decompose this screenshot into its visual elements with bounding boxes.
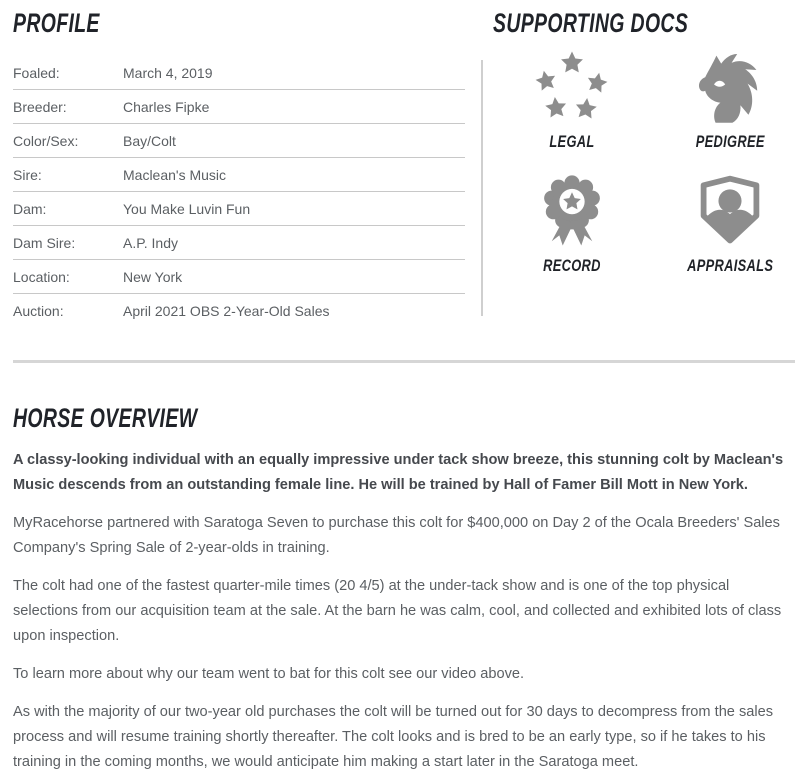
section-divider <box>13 360 795 363</box>
overview-body <box>13 448 795 775</box>
row-value: Charles Fipke <box>123 98 210 115</box>
overview-paragraph: As with the majority of our two-year old purchases the colt will be turned out for 30 days to decompress from the sales process and will resume training shortly thereafter. The colt looks and is bred to be an early type, so if he takes to his training in the coming months, we would anticipate him making a start later in the Saratoga meet. <box>13 704 774 770</box>
table-row-foaled <box>13 56 465 90</box>
table-row-dam <box>13 192 465 226</box>
doc-label-appraisals: APPRAISALS <box>686 257 774 275</box>
doc-item-legal[interactable] <box>493 49 651 151</box>
row-value: A.P. Indy <box>123 234 179 251</box>
table-row-color-sex <box>13 124 465 158</box>
horse-overview-section <box>13 405 795 775</box>
row-label: Foaled: <box>13 64 60 81</box>
five-stars-icon <box>493 49 651 123</box>
person-shield-icon <box>651 173 808 247</box>
doc-label-legal: LEGAL <box>549 133 595 151</box>
award-rosette-icon <box>493 173 651 247</box>
top-section <box>13 10 795 328</box>
doc-item-record[interactable] <box>493 173 651 275</box>
supporting-docs-grid <box>493 49 808 275</box>
horse-overview-title: HORSE OVERVIEW <box>13 403 198 433</box>
horse-head-icon <box>651 49 808 123</box>
supporting-docs-title: SUPPORTING DOCS <box>493 8 689 38</box>
row-label: Breeder: <box>13 98 67 115</box>
row-value: Bay/Colt <box>123 132 176 149</box>
profile-title: PROFILE <box>13 8 100 38</box>
table-row-breeder <box>13 90 465 124</box>
row-value: New York <box>123 268 183 285</box>
row-value: You Make Luvin Fun <box>123 200 251 217</box>
doc-label-record: RECORD <box>543 257 601 275</box>
overview-paragraph: MyRacehorse partnered with Saratoga Seven to purchase this colt for $400,000 on Day 2 of the Ocala Breeders' Sales Company's Spring Sale of 2-year-olds in training. <box>13 515 780 556</box>
row-label: Auction: <box>13 303 64 319</box>
profile-table <box>13 56 465 328</box>
table-row-location <box>13 260 465 294</box>
doc-label-pedigree: PEDIGREE <box>695 133 765 151</box>
profile-section <box>13 10 465 328</box>
row-label: Sire: <box>13 166 42 183</box>
supporting-docs-section <box>483 10 808 275</box>
overview-lead-paragraph: A classy-looking individual with an equally impressive under tack show breeze, this stunning colt by Maclean's Music descends from an outstanding female line. He will be trained by Hall of Famer Bill Mott in New York. <box>13 452 784 493</box>
row-label: Dam Sire: <box>13 234 76 251</box>
row-label: Dam: <box>13 200 47 217</box>
doc-item-appraisals[interactable] <box>651 173 808 275</box>
row-label: Color/Sex: <box>13 132 79 149</box>
row-value: April 2021 OBS 2-Year-Old Sales <box>123 303 330 319</box>
row-value: March 4, 2019 <box>123 64 213 81</box>
row-value: Maclean's Music <box>123 166 227 183</box>
overview-paragraph: The colt had one of the fastest quarter-mile times (20 4/5) at the under-tack show and is one of the top physical selections from our acquisition team at the sale. At the barn he was calm, cool, and collected and exhibited lots of class upon inspection. <box>13 578 782 644</box>
table-row-dam-sire <box>13 226 465 260</box>
doc-item-pedigree[interactable] <box>651 49 808 151</box>
overview-paragraph: To learn more about why our team went to bat for this colt see our video above. <box>13 666 525 682</box>
table-row-auction <box>13 294 465 328</box>
table-row-sire <box>13 158 465 192</box>
row-label: Location: <box>13 268 70 285</box>
